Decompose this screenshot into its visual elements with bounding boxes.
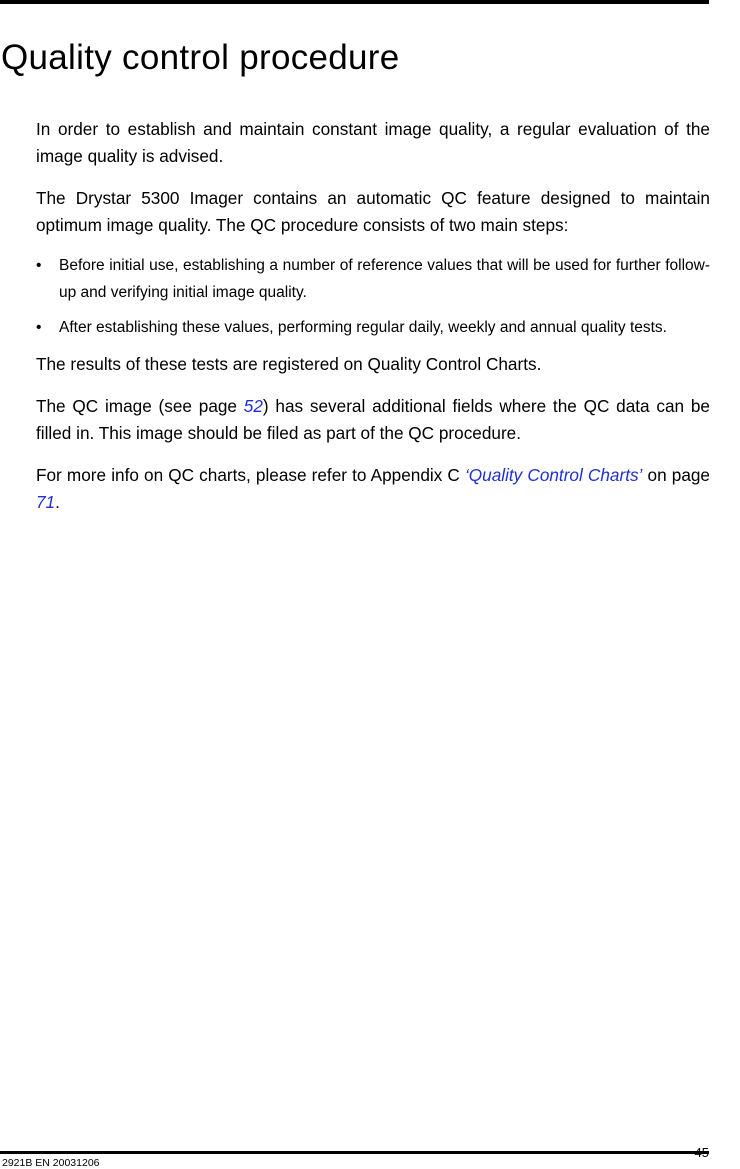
page-title: Quality control procedure — [1, 38, 400, 77]
page-link-52[interactable]: 52 — [243, 396, 263, 416]
list-item — [36, 252, 710, 306]
more-info-text-before: For more info on QC charts, please refer to Appendix C — [36, 465, 465, 485]
document-code: 2921B EN 20031206 — [2, 1157, 100, 1169]
list-item — [36, 314, 710, 341]
qc-image-text-after: ) has several additional fields where the QC data can be filled in. This image should be filed as part of the QC procedure. — [36, 396, 710, 443]
list-item-text: Before initial use, establishing a number of reference values that will be used for further follow-up and verifying initial image quality. — [59, 257, 710, 301]
page-link-71[interactable]: 71 — [36, 492, 56, 512]
appendix-link[interactable]: ‘Quality Control Charts’ — [464, 465, 643, 485]
intro-paragraph: In order to establish and maintain constant image quality, a regular evaluation of the image quality is advised. — [36, 119, 710, 166]
top-rule — [0, 0, 709, 4]
page-number: 45 — [694, 1145, 709, 1160]
qc-image-text-before: The QC image (see page — [36, 396, 244, 416]
bullet-icon: • — [36, 257, 42, 274]
qc-steps-list — [36, 252, 710, 341]
more-info-paragraph — [36, 462, 710, 516]
list-item-text: After establishing these values, performing regular daily, weekly and annual quality tests. — [59, 319, 667, 336]
qc-image-paragraph — [36, 393, 710, 447]
more-info-text-middle: on page — [642, 465, 710, 485]
bottom-rule — [0, 1151, 709, 1154]
qc-feature-paragraph: The Drystar 5300 Imager contains an automatic QC feature designed to maintain optimum image quality. The QC procedure consists of two main steps: — [36, 188, 710, 235]
body-content — [36, 116, 710, 531]
more-info-text-after: . — [55, 492, 60, 512]
bullet-icon: • — [36, 319, 42, 336]
results-paragraph: The results of these tests are registered on Quality Control Charts. — [36, 354, 542, 374]
